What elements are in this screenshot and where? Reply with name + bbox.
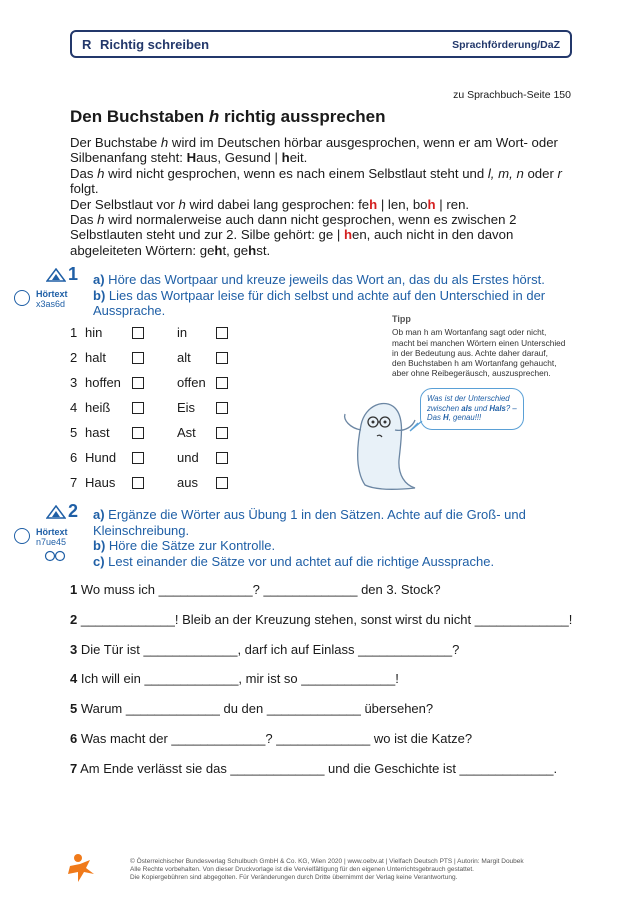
checkbox[interactable] [216,452,228,464]
sentence-row: 7 Am Ende verlässt sie das _____________ und die Geschichte ist _____________. [70,761,558,776]
difficulty-triangle-icon [46,505,66,524]
difficulty-triangle-icon [46,268,66,287]
checkbox[interactable] [216,352,228,364]
exercise-1-number: 1 [68,264,79,284]
exercise-1-instructions: a) Höre das Wortpaar und kreuze jeweils das Wort an, das du als Erstes hörst. b) Lies das Wortpaar leise für dich selbst und achte auf den Unterschied in der Aussprache. [93,272,546,318]
chapter-letter: R [82,37,92,52]
partner-work-icon [44,549,66,567]
word-pair-row: 5 hast Ast [70,425,240,450]
tip-box: Tipp Ob man h am Wortanfang sagt oder nicht, macht bei manchen Wörtern einen Unterschied in der Bedeutung aus. Achte daher darauf, den Buchstaben h am Wortanfang gehaucht, aber ohne Reibegeräusch, auszusprechen. [392,314,566,379]
hoertext-label: Hörtext [36,527,68,537]
checkbox[interactable] [132,377,144,389]
checkbox[interactable] [132,477,144,489]
checkbox[interactable] [132,402,144,414]
word-pair-row: 3 hoffen offen [70,375,240,400]
word-pair-row: 6 Hund und [70,450,240,475]
globe-icon [14,290,30,306]
sentence-row: 1 Wo muss ich _____________? _____________ den 3. Stock? [70,582,441,597]
ghost-illustration-icon [335,390,425,500]
sentence-row: 5 Warum _____________ du den _____________ übersehen? [70,701,434,716]
checkbox[interactable] [132,452,144,464]
checkbox[interactable] [132,427,144,439]
page-title: Den Buchstaben h richtig aussprechen [70,107,386,126]
globe-icon [14,528,30,544]
sentence-row: 2 _____________! Bleib an der Kreuzung stehen, sonst wirst du nicht _____________! [70,612,573,627]
header-subject: Sprachförderung/DaZ [452,39,560,51]
header-bar [70,30,572,58]
exercise-2-instructions: a) Ergänze die Wörter aus Übung 1 in den Sätzen. Achte auf die Groß- und Kleinschreibung. b) Höre die Sätze zur Kontrolle. c) Lest einander die Sätze vor und achtet auf die richtige Aussprache. [93,507,526,569]
sentence-row: 4 Ich will ein _____________, mir ist so _____________! [70,671,399,686]
intro-text: Der Buchstabe h wird im Deutschen hörbar ausgesprochen, wenn er am Wort- oder Silbenanfang steht: Haus, Gesund | heit. Das h wird nicht gesprochen, wenn es nach einem Selbstlaut steht und l, m, n oder r folgt. Der Selbstlaut vor h wird dabei lang gesprochen: feh | len, boh | ren. Das h wird normalerweise auch dann nicht gesprochen, wenn es zwischen 2 Selbstlauten steht und zur 2. Silbe gehört: ge | hen, auch nicht in den davon abgeleiteten Wörtern: geht, gehst. [70,135,562,258]
checkbox[interactable] [132,327,144,339]
checkbox[interactable] [216,402,228,414]
speech-bubble: Was ist der Unterschied zwischen als und Hals? – Das H, genau!!! [420,388,524,430]
hoertext-label: Hörtext [36,289,68,299]
word-pair-row: 7 Haus aus [70,475,240,500]
exercise-2-number: 2 [68,501,79,521]
footer-text: © Österreichischer Bundesverlag Schulbuch GmbH & Co. KG, Wien 2020 | www.oebv.at | Vielfach Deutsch PTS | Autorin: Margit Doubek Alle Rechte vorbehalten. Von dieser Druckvorlage ist die Vervielfältigung für den eigenen Unterrichtsgebrauch gestattet. Die Kopiergebühren sind abgegolten. Für Veränderungen durch Dritte übernimmt der Verlag keine Verantwortung. [130,858,524,882]
sentence-row: 3 Die Tür ist _____________, darf ich auf Einlass _____________? [70,642,460,657]
checkbox[interactable] [216,377,228,389]
hoertext-code[interactable]: n7ue45 [36,537,67,547]
publisher-logo-icon [66,852,98,889]
checkbox[interactable] [216,427,228,439]
word-pair-row: 4 heiß Eis [70,400,240,425]
word-pair-row: 1 hin in [70,325,240,350]
hoertext-code[interactable]: x3as6d [36,299,66,309]
sentence-row: 6 Was macht der _____________? _____________ wo ist die Katze? [70,731,473,746]
chapter-title: Richtig schreiben [100,37,210,52]
checkbox[interactable] [216,477,228,489]
word-pair-row: 2 halt alt [70,350,240,375]
checkbox[interactable] [132,352,144,364]
page-reference: zu Sprachbuch-Seite 150 [453,89,571,101]
checkbox[interactable] [216,327,228,339]
